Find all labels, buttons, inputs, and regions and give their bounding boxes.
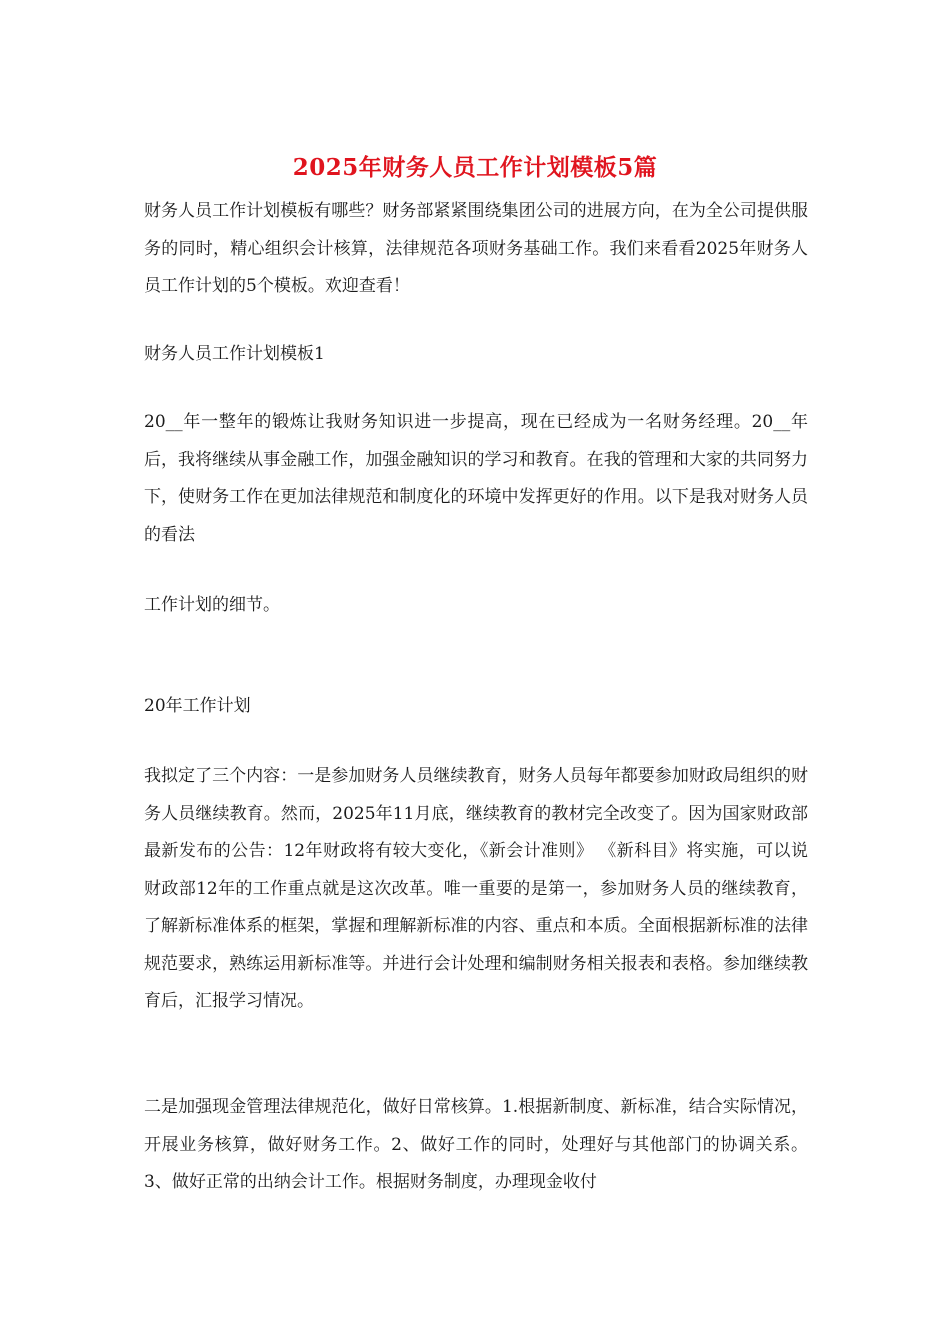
document-title: 2025年财务人员工作计划模板5篇 [292, 154, 658, 181]
body-paragraph: 20__年一整年的锻炼让我财务知识进一步提高，现在已经成为一名财务经理。20__年后，我将继续从事金融工作，加强金融知识的学习和教育。在我的管理和大家的共同努力下，使财务工作在更加法律规范和制度化的环境中发挥更好的作用。以下是我对财务人员的看法 [144, 412, 808, 545]
section-heading-work-plan: 20年工作计划 [144, 696, 251, 716]
section-heading-template-1: 财务人员工作计划模板1 [144, 344, 325, 364]
body-paragraph: 我拟定了三个内容：一是参加财务人员继续教育，财务人员每年都要参加财政局组织的财务人员继续教育。然而，2025年11月底，继续教育的教材完全改变了。因为国家财政部最新发布的公告：12年财政将有较大变化，《新会计准则》 《新科目》将实施，可以说财政部12年的工作重点就是这次改革。唯一重要的是第一，参加财务人员的继续教育，了解新标准体系的框架，掌握和理解新标准的内容、重点和本质。全面根据新标准的法律规范要求，熟练运用新标准等。并进行会计处理和编制财务相关报表和表格。参加继续教育后，汇报学习情况。 [144, 766, 808, 1011]
intro-paragraph: 财务人员工作计划模板有哪些？财务部紧紧围绕集团公司的进展方向，在为全公司提供服务的同时，精心组织会计核算，法律规范各项财务基础工作。我们来看看2025年财务人员工作计划的5个模板。欢迎查看！ [144, 201, 808, 296]
body-paragraph: 二是加强现金管理法律规范化，做好日常核算。1.根据新制度、新标准，结合实际情况，开展业务核算，做好财务工作。2、做好工作的同时，处理好与其他部门的协调关系。3、做好正常的出纳会计工作。根据财务制度，办理现金收付 [144, 1097, 808, 1192]
body-paragraph-continuation: 工作计划的细节。 [144, 595, 280, 615]
